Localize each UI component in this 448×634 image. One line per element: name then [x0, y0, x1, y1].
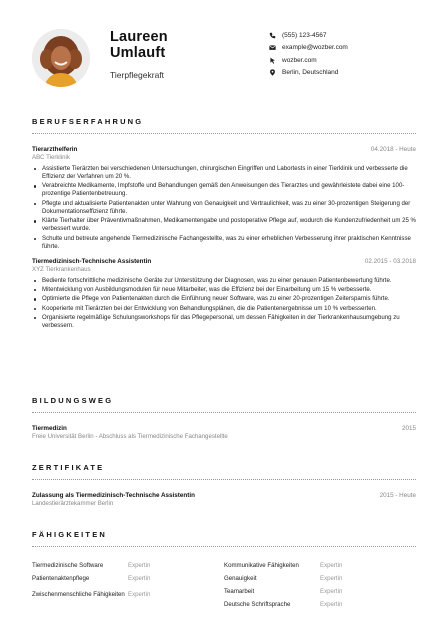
bullet-item: Schulte und betreute angehende Tiermedizinische Fachangestellte, was zu einer erheblichen Verbesserung ihrer praktischen Kenntnisse führte. [32, 235, 416, 251]
section-title-certificates: ZERTIFIKATE [32, 463, 105, 472]
certificate-title: Zulassung als Tiermedizinisch-Technische Assistentin [32, 492, 195, 499]
divider [32, 412, 416, 413]
bullet-item: Bediente fortschrittliche medizinische Geräte zur Unterstützung der Diagnosen, was zu einer genauen Patientenbewertung führte. [32, 277, 416, 285]
skill-item [224, 585, 416, 598]
bullet-item: Mitentwicklung von Ausbildungsmodulen für neue Mitarbeiter, was die Effizienz bei der Einarbeitung um 15 % verbesserte. [32, 286, 416, 294]
certificate-date: 2015 - Heute [379, 492, 416, 499]
section-title-education: BILDUNGSWEG [32, 396, 114, 405]
contact-location-text: Berlin, Deutschland [282, 69, 339, 77]
section-title-experience: BERUFSERFAHRUNG [32, 117, 144, 126]
education-section [32, 396, 416, 441]
education-date: 2015 [401, 425, 416, 432]
skill-item [32, 572, 224, 585]
job-title: Tiermedizinisch-Technische Assistentin [32, 257, 152, 265]
skill-name: Kommunikative Fähigkeiten [224, 561, 299, 569]
location-icon [269, 69, 281, 77]
skill-level: Expertin [128, 561, 151, 569]
job-entry [32, 258, 416, 330]
job-date: 02.2015 - 03.2018 [364, 257, 416, 265]
skill-name: Teamarbeit [224, 587, 255, 595]
skill-name: Tiermedizinische Software [32, 561, 104, 569]
skill-level: Expertin [320, 574, 343, 582]
email-icon [269, 44, 281, 52]
link-icon [269, 56, 281, 64]
education-entry [32, 425, 416, 441]
job-company: XYZ Tierkrankenhaus [32, 265, 91, 273]
job-entry [32, 146, 416, 251]
education-title: Tiermedizin [32, 425, 67, 432]
profile-photo [32, 29, 90, 87]
certificates-section [32, 463, 416, 508]
skill-level: Expertin [128, 574, 151, 582]
full-name-last: Umlauft [110, 45, 166, 61]
section-title-skills: FÄHIGKEITEN [32, 530, 108, 539]
skill-item [32, 585, 224, 604]
skills-section [32, 530, 416, 611]
skill-item [224, 572, 416, 585]
skill-item [32, 559, 224, 572]
name-block [110, 29, 260, 80]
contact-website-text[interactable]: wozber.com [282, 56, 317, 64]
contact-phone [269, 29, 419, 42]
divider [32, 546, 416, 547]
bullet-item: Kooperierte mit Tierärzten bei der Entwicklung von Behandlungsplänen, die die Patientenergebnisse um 10 % verbesserten. [32, 305, 416, 313]
certificate-entry [32, 492, 416, 508]
contact-website [269, 54, 419, 67]
bullet-item: Pflegte und aktualisierte Patientenakten unter Wahrung von Genauigkeit und Vertraulichkeit, was zu einer 30-prozentigen Steigerung der Dokumentationseffizienz führte. [32, 200, 416, 216]
contact-list [269, 29, 419, 79]
contact-email-text[interactable]: example@wozber.com [282, 44, 348, 52]
job-title: Tierpflegekraft [110, 70, 165, 80]
skills-column-left [32, 559, 224, 611]
full-name-first: Laureen [110, 29, 168, 45]
contact-location [269, 67, 419, 80]
job-date: 04.2018 - Heute [370, 146, 416, 153]
skill-item [224, 559, 416, 572]
bullet-item: Assistierte Tierärzten bei verschiedenen Untersuchungen, chirurgischen Eingriffen und Labortests in einer Tierklinik und verbesserte die Effizienz der Verfahren um 20 %. [32, 165, 416, 181]
bullet-item: Organisierte regelmäßige Schulungsworkshops für das Pflegepersonal, um dessen Fähigkeiten in der Tierkrankenhausumgebung zu verbessern. [32, 314, 416, 330]
skill-item [224, 598, 416, 611]
skill-level: Expertin [320, 600, 343, 608]
job-bullets [32, 277, 416, 330]
job-company: ABC Tierklinik [32, 154, 70, 161]
skill-level: Expertin [320, 587, 343, 595]
resume-header [32, 26, 416, 92]
bullet-item: Klärte Tierhalter über Präventivmaßnahmen, Medikamentengabe und postoperative Pflege auf, wodurch die Kundenzufriedenheit um 25 % verbessert wurde. [32, 217, 416, 233]
contact-email [269, 42, 419, 55]
job-title: Tierarzthelferin [32, 146, 78, 153]
skills-column-right [224, 559, 416, 611]
phone-icon [269, 31, 281, 39]
divider [32, 133, 416, 134]
contact-phone-text: (555) 123-4567 [282, 31, 327, 39]
skills-grid [32, 559, 416, 611]
certificate-issuer: Landestierärztekammer Berlin [32, 500, 114, 507]
divider [32, 479, 416, 480]
bullet-item: Verabreichte Medikamente, Impfstoffe und Behandlungen gemäß den Anweisungen des Tierarztes und gewährleistete dabei eine 100-prozentige Patientenbetreuung. [32, 182, 416, 198]
skill-level: Expertin [128, 590, 151, 598]
skill-name: Zwischenmenschliche Fähigkeiten [32, 590, 125, 598]
skill-name: Genauigkeit [224, 574, 257, 582]
education-detail: Freie Universität Berlin - Abschluss als Tiermedizinische Fachangestellte [32, 433, 228, 440]
bullet-item: Optimierte die Pflege von Patientenakten durch die Einführung neuer Software, was zu einer 20-prozentigen Zeitersparnis führte. [32, 295, 416, 303]
skill-level: Expertin [320, 561, 343, 569]
job-bullets [32, 165, 416, 251]
skill-name: Patientenaktenpflege [32, 574, 90, 582]
experience-section [32, 117, 416, 331]
skill-name: Deutsche Schriftsprache [224, 600, 291, 608]
